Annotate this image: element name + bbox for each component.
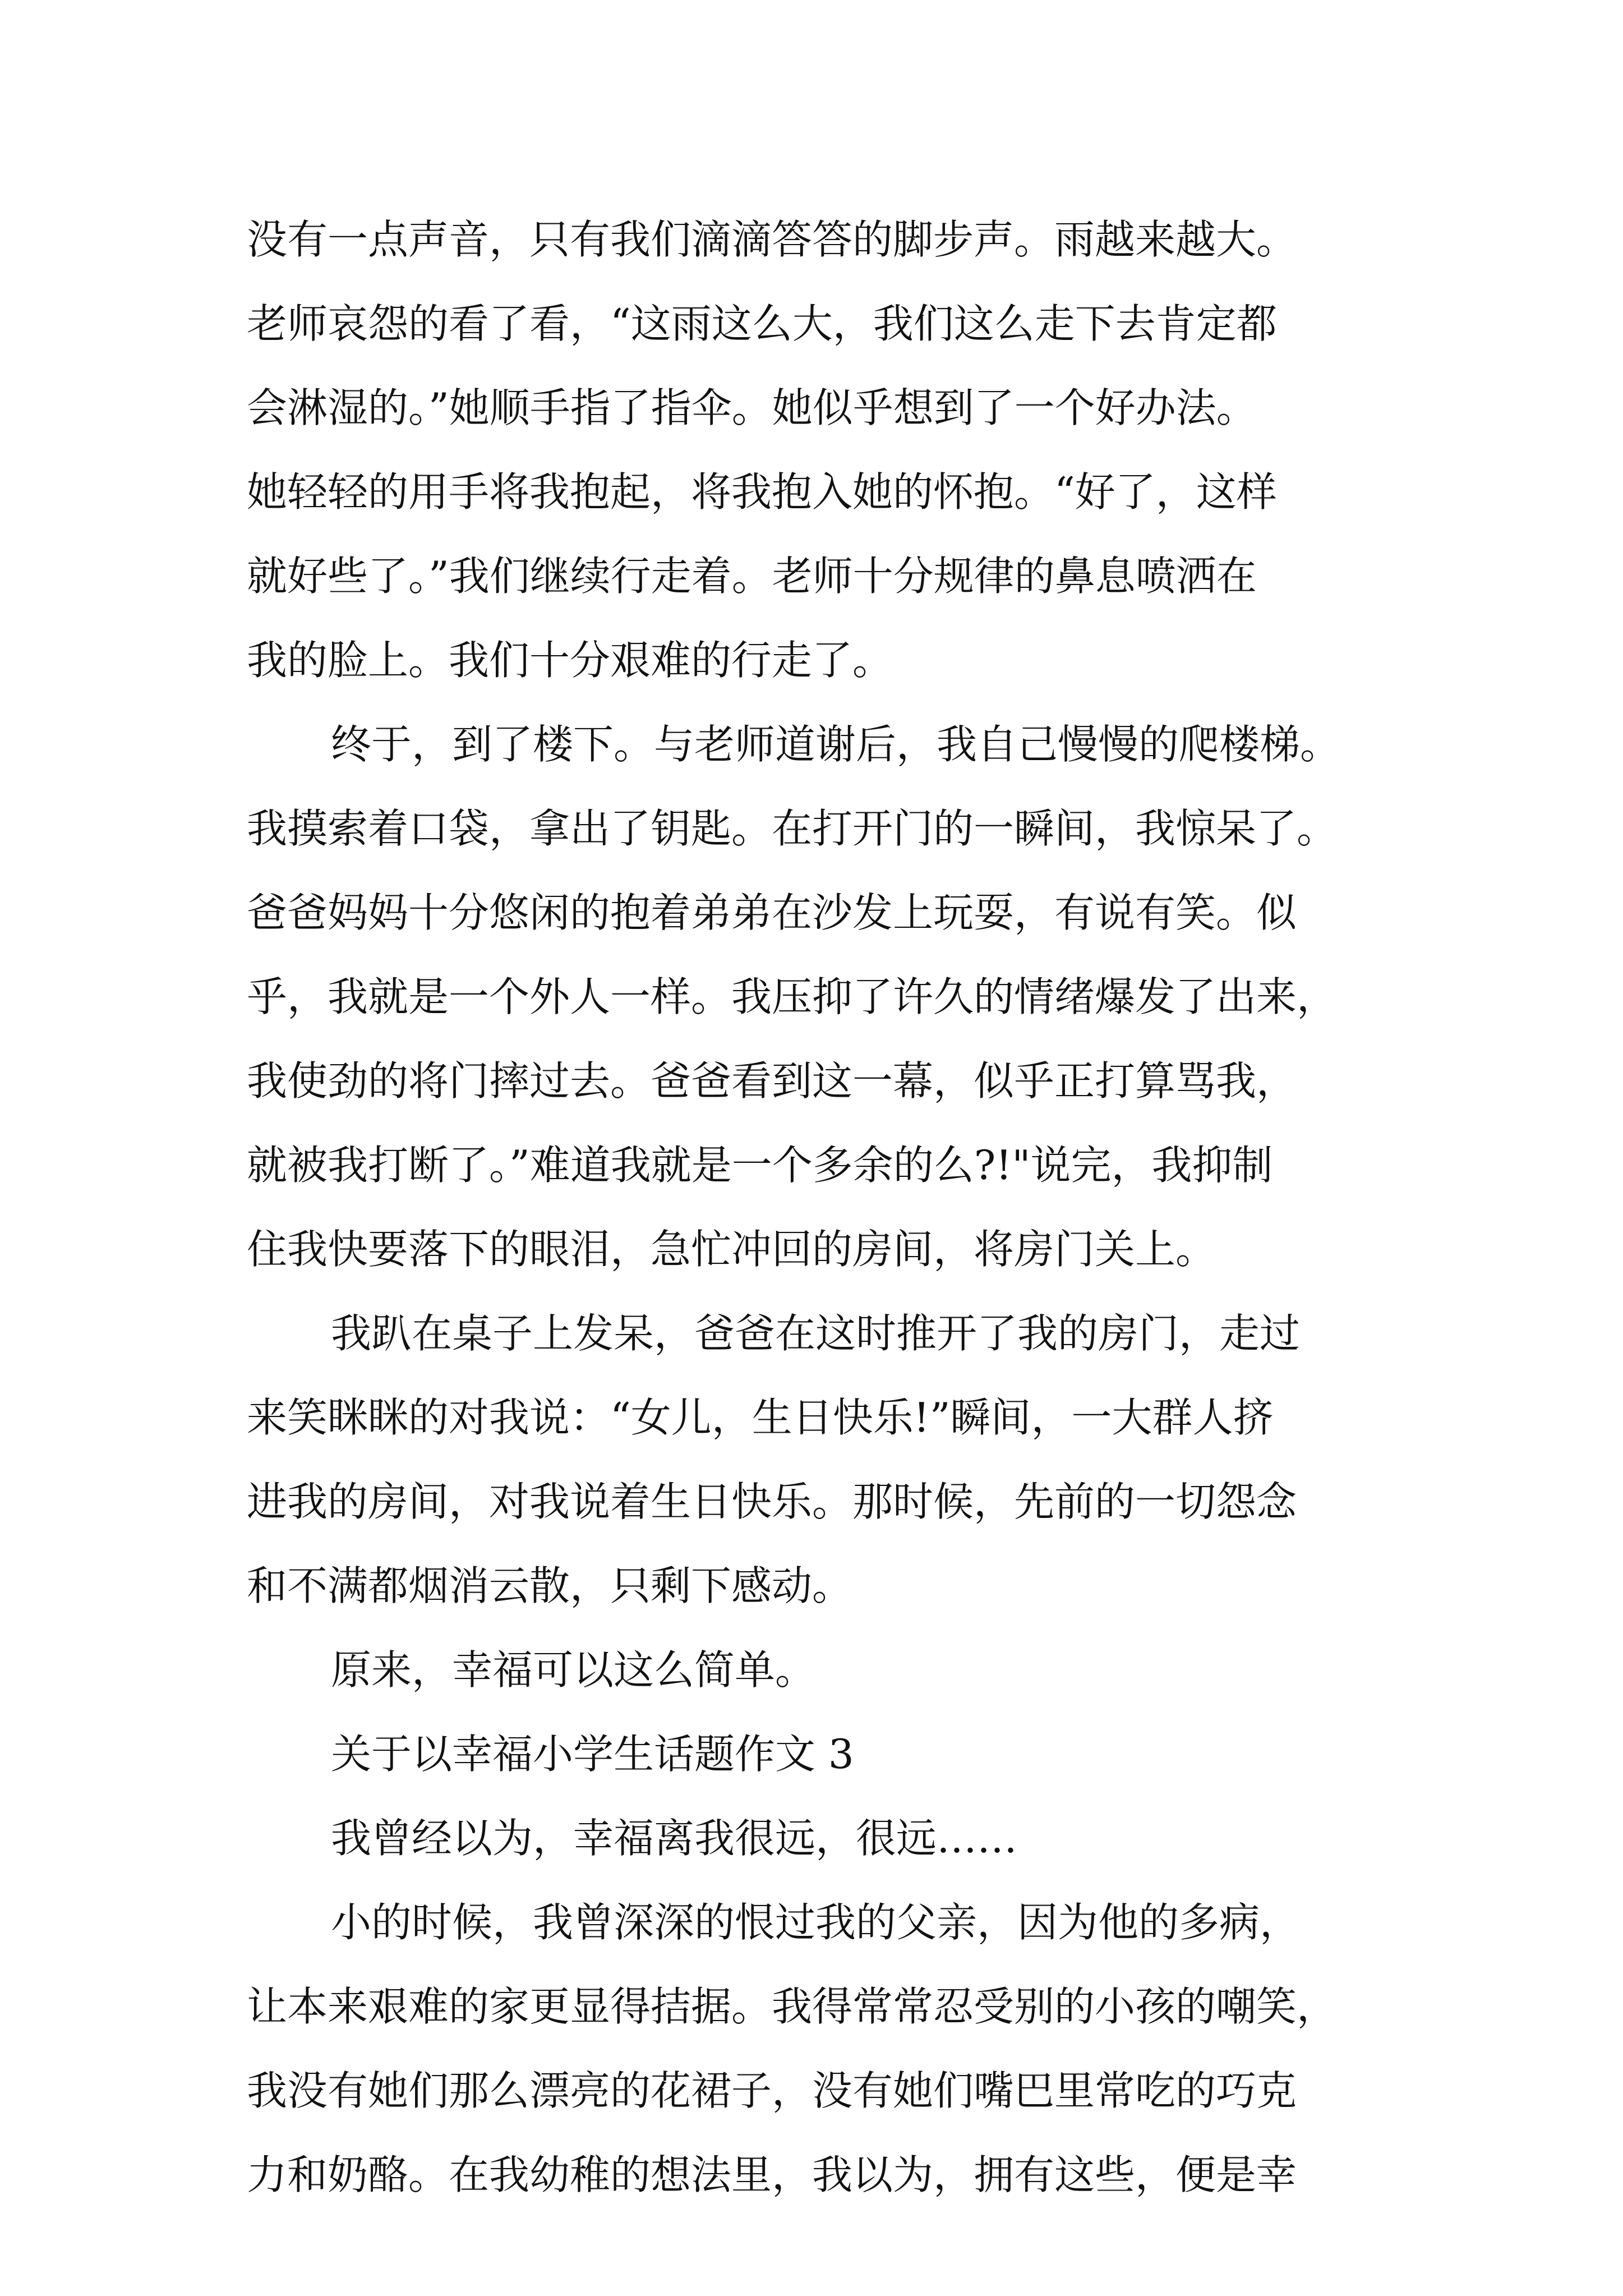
paragraph-first-line: 我曾经以为，幸福离我很远，很远……	[331, 1815, 1018, 1862]
text-line: 就好些了。”我们继续行走着。老师十分规律的鼻息喷洒在	[247, 553, 1257, 600]
text-line: 我使劲的将门摔过去。爸爸看到这一幕，似乎正打算骂我，	[247, 1057, 1297, 1105]
text-line: 让本来艰难的家更显得拮据。我得常常忍受别的小孩的嘲笑，	[247, 1983, 1338, 2030]
text-line: 我摸索着口袋，拿出了钥匙。在打开门的一瞬间，我惊呆了。	[247, 805, 1338, 852]
text-line: 我的脸上。我们十分艰难的行走了。	[247, 637, 893, 684]
text-line: 没有一点声音，只有我们滴滴答答的脚步声。雨越来越大。	[247, 216, 1297, 263]
text-line: 和不满都烟消云散，只剩下感动。	[247, 1562, 853, 1609]
section-heading: 关于以幸福小学生话题作文 3	[331, 1731, 854, 1778]
paragraph-first-line: 我趴在桌子上发呆，爸爸在这时推开了我的房门，走过	[331, 1310, 1301, 1357]
text-line: 来笑眯眯的对我说：“女儿，生日快乐!”瞬间，一大群人挤	[247, 1394, 1274, 1441]
paragraph-first-line: 终于，到了楼下。与老师道谢后，我自己慢慢的爬楼梯。	[331, 721, 1341, 768]
text-line: 力和奶酪。在我幼稚的想法里，我以为，拥有这些，便是幸	[247, 2151, 1297, 2198]
text-line: 老师哀怨的看了看，“这雨这么大，我们这么走下去肯定都	[247, 300, 1277, 347]
paragraph-first-line: 小的时候，我曾深深的恨过我的父亲，因为他的多病，	[331, 1899, 1301, 1946]
text-line: 爸爸妈妈十分悠闲的抱着弟弟在沙发上玩耍，有说有笑。似	[247, 889, 1297, 936]
text-line: 会淋湿的。”她顺手指了指伞。她似乎想到了一个好办法。	[247, 384, 1257, 431]
text-line: 住我快要落下的眼泪，急忙冲回的房间，将房门关上。	[247, 1226, 1216, 1273]
text-line: 我没有她们那么漂亮的花裙子，没有她们嘴巴里常吃的巧克	[247, 2067, 1297, 2114]
text-line: 她轻轻的用手将我抱起，将我抱入她的怀抱。“好了，这样	[247, 468, 1277, 516]
text-line: 乎，我就是一个外人一样。我压抑了许久的情绪爆发了出来，	[247, 973, 1338, 1020]
text-line: 进我的房间，对我说着生日快乐。那时候，先前的一切怨念	[247, 1478, 1297, 1525]
text-line: 就被我打断了。”难道我就是一个多余的么?!"说完，我抑制	[247, 1142, 1273, 1189]
paragraph-first-line: 原来，幸福可以这么简单。	[331, 1646, 816, 1694]
